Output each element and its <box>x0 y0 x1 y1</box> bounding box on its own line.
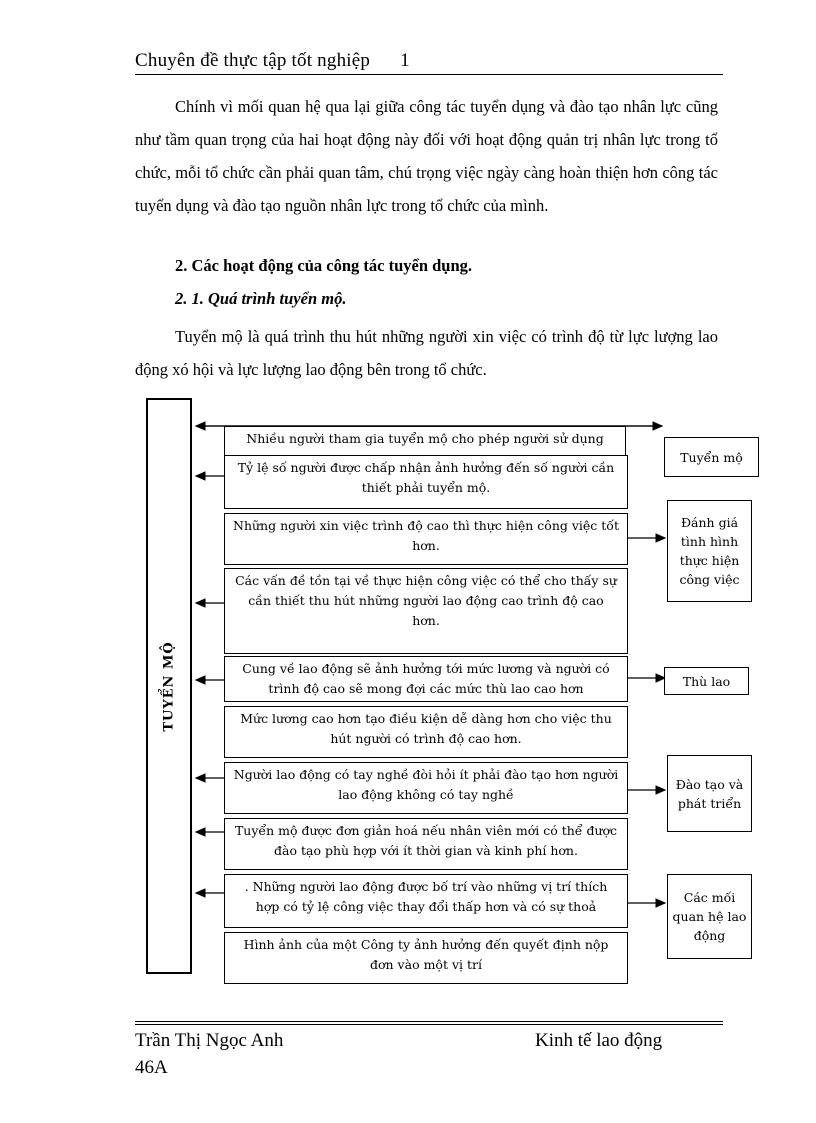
footer-department: Kinh tế lao động <box>535 1030 663 1051</box>
center-box-10: Hình ảnh của một Công ty ảnh hưởng đến quyết định nộp đơn vào một vị trí <box>224 932 628 984</box>
center-box-1: Nhiều người tham gia tuyển mộ cho phép người sử dụng <box>224 426 626 464</box>
center-box-7: Người lao động có tay nghề đòi hỏi ít phải đào tạo hơn người lao động không có tay nghề <box>224 762 628 814</box>
footer-rule-bottom <box>135 1024 723 1025</box>
center-box-6: Mức lương cao hơn tạo điều kiện dễ dàng hơn cho việc thu hút người có trình độ cao hơn. <box>224 706 628 758</box>
footer-class: 46A <box>135 1057 168 1078</box>
center-box-5: Cung về lao động sẽ ảnh hưởng tới mức lương và người có trình độ cao sẽ mong đợi các mức thù lao cao hơn <box>224 656 628 702</box>
page-number: 1 <box>400 50 410 71</box>
recruitment-vertical-label: TUYỂN MỘ <box>161 640 177 732</box>
right-box-labor-relations: Các mối quan hệ lao động <box>667 874 752 959</box>
right-box-performance-evaluation: Đánh giá tình hình thực hiện công việc <box>667 500 752 602</box>
right-box-recruitment: Tuyển mộ <box>664 437 759 477</box>
header-title: Chuyên đề thực tập tốt nghiệp <box>135 50 371 71</box>
center-box-4: Các vấn đề tồn tại về thực hiện công việc có thể cho thấy sự cần thiết thu hút những người lao động cao trình độ cao hơn. <box>224 568 628 654</box>
center-box-9: . Những người lao động được bố trí vào những vị trí thích hợp có tỷ lệ công việc thay đổi thấp hơn và có sự thoả <box>224 874 628 928</box>
section-heading: 2. Các hoạt động của công tác tuyển dụng. <box>175 256 473 275</box>
center-box-3: Những người xin việc trình độ cao thì thực hiện công việc tốt hơn. <box>224 513 628 565</box>
footer-author: Trần Thị Ngọc Anh <box>135 1030 284 1051</box>
center-box-8: Tuyển mộ được đơn giản hoá nếu nhân viên mới có thể được đào tạo phù hợp với ít thời gian và kinh phí hơn. <box>224 818 628 870</box>
subsection-heading: 2. 1. Quá trình tuyển mộ. <box>175 289 347 308</box>
paragraph-2: Tuyển mộ là quá trình thu hút những người xin việc có trình độ từ lực lượng lao động xó hội và lực lượng lao động bên trong tổ chức. <box>135 327 718 379</box>
recruitment-vertical-label-wrap <box>146 398 192 974</box>
footer-rule-top <box>135 1021 723 1022</box>
paragraph-1: Chính vì mối quan hệ qua lại giữa công tác tuyển dụng và đào tạo nhân lực cũng như tầm quan trọng của hai hoạt động này đối với hoạt động quản trị nhân lực trong tổ chức, mỗi tổ chức cần phải quan tâm, chú trọng việc ngày càng hoàn thiện hơn công tác tuyển dụng và đào tạo nguồn nhân lực trong tổ chức của mình. <box>135 97 718 215</box>
center-box-2: Tỷ lệ số người được chấp nhận ảnh hưởng đến số người cần thiết phải tuyển mộ. <box>224 455 628 509</box>
right-box-compensation: Thù lao <box>664 667 749 695</box>
right-box-training-development: Đào tạo và phát triển <box>667 755 752 832</box>
